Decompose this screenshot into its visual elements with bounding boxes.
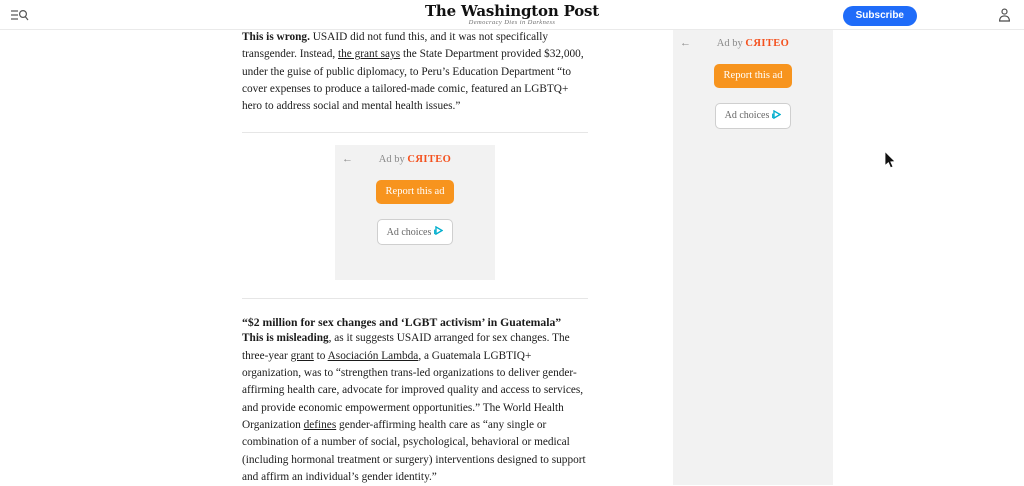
ad-by-label: Ad by CЯITEO (716, 38, 790, 49)
criteo-logo: CЯITEO (407, 154, 452, 166)
article-paragraph-2: This is misleading, as it suggests USAID arranged for sex changes. The three-year grant to Asociación Lambda, a Guatemala LGBTIQ+ organization, was to “strengthen trans-led organizations to deliver gender-affirming health care, advocate for improved quality and access to services, and provide economic empowerment opportunities.” The World Health Organization defines gender-affirming health care as “any single or combination of a number of social, psychological, behavioral or medical (including hormonal treatment or surgery) interventions designed to support and affirm an individual’s gender identity.” (242, 332, 586, 483)
ad-back-arrow-icon[interactable]: ← (342, 153, 353, 166)
ad-back-arrow-icon[interactable]: ← (680, 37, 691, 49)
ad-header (335, 153, 495, 166)
report-ad-button[interactable]: Report this ad (376, 180, 455, 204)
grant-says-link[interactable]: the grant says (338, 48, 401, 61)
account-icon[interactable] (998, 8, 1011, 27)
bold-lead: This is misleading (242, 332, 329, 345)
wapo-tagline: Democracy Dies in Darkness (468, 19, 556, 26)
ad-choices-button[interactable]: Ad choices (377, 219, 454, 245)
asociacion-lambda-link[interactable]: Asociación Lambda (327, 349, 419, 362)
ad-choices-button[interactable]: Ad choices (715, 103, 792, 129)
claim-heading: “$2 million for sex changes and ‘LGBT activism’ in Guatemala” (242, 316, 562, 330)
inline-criteo-ad (335, 145, 495, 280)
defines-link[interactable]: defines (303, 418, 337, 431)
article-paragraph-1: This is wrong. USAID did not fund this, and it was not specifically transgender. Instead, the grant says the State Department provided $32,000, under the guise of public diplomacy, to Peru’s Education Department “to cover expenses to produce a tailored-made comic, featured an LGBTQ+ hero to address social and mental health issues.” (242, 31, 584, 113)
mouse-cursor (884, 151, 896, 174)
adchoices-icon (434, 226, 443, 238)
criteo-logo: CЯITEO (745, 38, 790, 49)
ad-by-label: Ad by CЯITEO (378, 154, 452, 166)
adchoices-icon (772, 110, 781, 122)
sidebar-criteo-ad (673, 29, 833, 485)
report-ad-button[interactable]: Report this ad (714, 64, 793, 88)
section-divider (242, 132, 588, 133)
article-body (242, 29, 588, 486)
bold-lead: This is wrong. (242, 31, 310, 43)
section-divider (242, 298, 588, 299)
ad-header (673, 37, 833, 50)
site-header (0, 0, 1024, 30)
subscribe-button[interactable]: Subscribe (843, 6, 917, 26)
wapo-logo[interactable]: The Washington Post (424, 2, 600, 20)
grant-link[interactable]: grant (290, 349, 314, 362)
